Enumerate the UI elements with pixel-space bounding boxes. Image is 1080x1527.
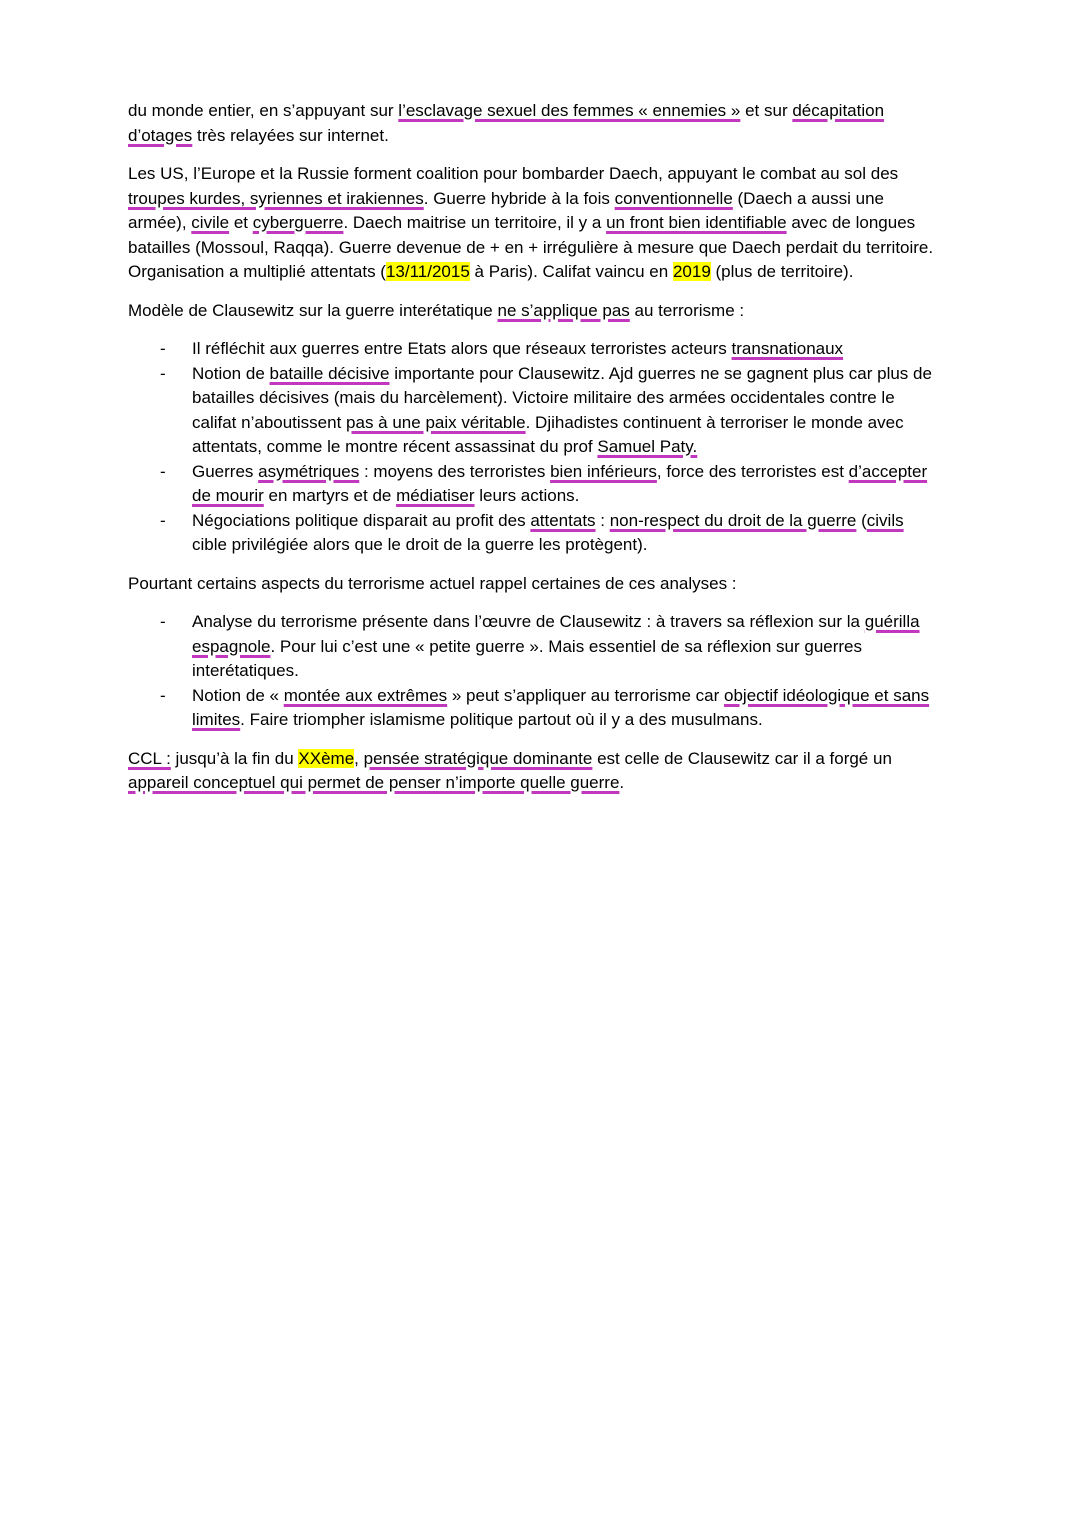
text-segment: cible privilégiée alors que le droit de la guerre les protègent). (192, 535, 648, 554)
underlined-text: décapitation d’otages (128, 101, 885, 145)
underlined-text: troupes kurdes, syriennes et irakiennes (128, 188, 424, 208)
underlined-text: Samuel Paty. (597, 437, 698, 456)
paragraph-intro (128, 99, 942, 148)
underlined-text: CCL : (128, 748, 171, 768)
underlined-text: l’esclavage sexuel des femmes « ennemies » (398, 101, 741, 120)
text-segment: au terrorisme : (629, 300, 745, 320)
paragraph-clausewitz-model (128, 299, 942, 324)
list-item-text (192, 337, 942, 362)
text-segment: . Faire triompher islamisme politique partout où il y a des musulmans. (240, 710, 763, 729)
text-segment: , (354, 748, 364, 768)
list-item-text (192, 509, 942, 558)
underlined-text: appareil conceptuel qui permet de penser n’importe quelle guerre (128, 773, 620, 792)
dash-bullet: - (160, 461, 166, 481)
text-segment: importante pour Clausewitz. Ajd guerres ne se gagnent plus car plus de batailles décisives (mais du harcèlement). Victoire militaire des armées occidentales contre le califat n’aboutissent (192, 363, 932, 432)
list-item (128, 362, 942, 460)
highlighted-text: 13/11/2015 (385, 262, 470, 281)
underlined-text: non-respect du droit de la guerre (609, 510, 857, 530)
underlined-text: civile (191, 213, 230, 232)
bullet-list-clausewitz-limits (128, 337, 942, 558)
underlined-text: pas à une paix véritable (346, 412, 526, 432)
text-segment: leurs actions. (474, 486, 580, 505)
text-segment: (plus de territoire). (710, 262, 854, 281)
underlined-text: médiatiser (396, 486, 475, 505)
dash-bullet: - (160, 363, 166, 383)
paragraph-conclusion (128, 747, 942, 796)
text-segment: . (619, 773, 625, 792)
underlined-text: un front bien identifiable (606, 213, 787, 232)
list-item (128, 337, 942, 362)
text-segment: Il réfléchit aux guerres entre Etats alors que réseaux terroristes acteurs (192, 339, 732, 358)
bullet-list-analogies (128, 610, 942, 733)
text-segment: et (229, 213, 253, 232)
underlined-text: objectif idéologique et sans limites (192, 685, 930, 729)
underlined-text: ne s’applique pas (497, 300, 630, 320)
text-segment: . Pour lui c’est une « petite guerre ». Mais essentiel de sa réflexion sur guerres interétatiques. (192, 636, 862, 680)
text-segment: Guerres (192, 461, 259, 481)
dash-bullet: - (160, 685, 166, 705)
list-item-text (192, 684, 942, 733)
underlined-text: pensée stratégique dominante (363, 748, 593, 768)
text-segment: Notion de « (192, 685, 284, 705)
list-item (128, 460, 942, 509)
dash-bullet: - (160, 339, 166, 358)
text-segment: jusqu’à la fin du (170, 748, 299, 768)
text-segment: Notion de (192, 363, 270, 383)
paragraph-coalition (128, 162, 942, 285)
text-segment: . Guerre hybride à la fois (423, 188, 615, 208)
text-segment: et sur (740, 101, 793, 120)
list-item (128, 610, 942, 684)
text-segment: (Daech a aussi une armée), (128, 188, 884, 232)
underlined-text: civils (866, 510, 904, 530)
underlined-text: asymétriques (258, 461, 360, 481)
underlined-text: conventionnelle (614, 188, 733, 208)
underlined-text: montée aux extrêmes (283, 685, 448, 705)
list-item-text (192, 362, 942, 460)
text-segment: ( (856, 510, 867, 530)
text-segment: en martyrs et de (263, 486, 397, 505)
list-item-text (192, 610, 942, 684)
underlined-text: cyberguerre (252, 213, 344, 232)
dash-bullet: - (160, 510, 166, 530)
text-segment: . Daech maitrise un territoire, il y a (343, 213, 607, 232)
text-segment: » peut s’appliquer au terrorisme car (447, 685, 725, 705)
dash-bullet: - (160, 612, 166, 631)
underlined-text: bataille décisive (269, 363, 390, 383)
text-segment: Négociations politique disparait au profit des (192, 510, 531, 530)
underlined-text: d’accepter de mourir (192, 461, 928, 505)
text-segment: . Djihadistes continuent à terroriser le monde avec attentats, comme le montre récent assassinat du prof (192, 412, 904, 456)
text-segment: Les US, l’Europe et la Russie forment coalition pour bombarder Daech, appuyant le combat au sol des (128, 164, 899, 183)
underlined-text: guérilla espagnole (192, 612, 920, 656)
text-segment: Analyse du terrorisme présente dans l’œuvre de Clausewitz : à travers sa réflexion sur la (192, 612, 865, 631)
text-segment: , force des terroristes est (656, 461, 849, 481)
highlighted-text: 2019 (672, 262, 711, 281)
list-item (128, 509, 942, 558)
text-segment: : moyens des terroristes (359, 461, 551, 481)
highlighted-text: XXème (298, 748, 355, 768)
text-segment: très relayées sur internet. (192, 125, 389, 145)
text-segment: est celle de Clausewitz car il a forgé un (592, 748, 892, 768)
list-item (128, 684, 942, 733)
text-segment: Modèle de Clausewitz sur la guerre interétatique (128, 300, 498, 320)
underlined-text: bien inférieurs (550, 461, 657, 481)
text-segment: du monde entier, en s’appuyant sur (128, 101, 399, 120)
text-segment: à Paris). Califat vaincu en (469, 262, 673, 281)
underlined-text: transnationaux (731, 339, 844, 358)
text-segment: : (595, 510, 610, 530)
list-item-text (192, 460, 942, 509)
text-segment: Pourtant certains aspects du terrorisme actuel rappel certaines de ces analyses : (128, 573, 737, 593)
paragraph-pourtant (128, 572, 942, 597)
underlined-text: attentats (530, 510, 596, 530)
text-segment: avec de longues batailles (Mossoul, Raqqa). Guerre devenue de + en + irrégulière à mesure que Daech perdait du territoire. Organisation a multiplié attentats ( (128, 213, 934, 281)
